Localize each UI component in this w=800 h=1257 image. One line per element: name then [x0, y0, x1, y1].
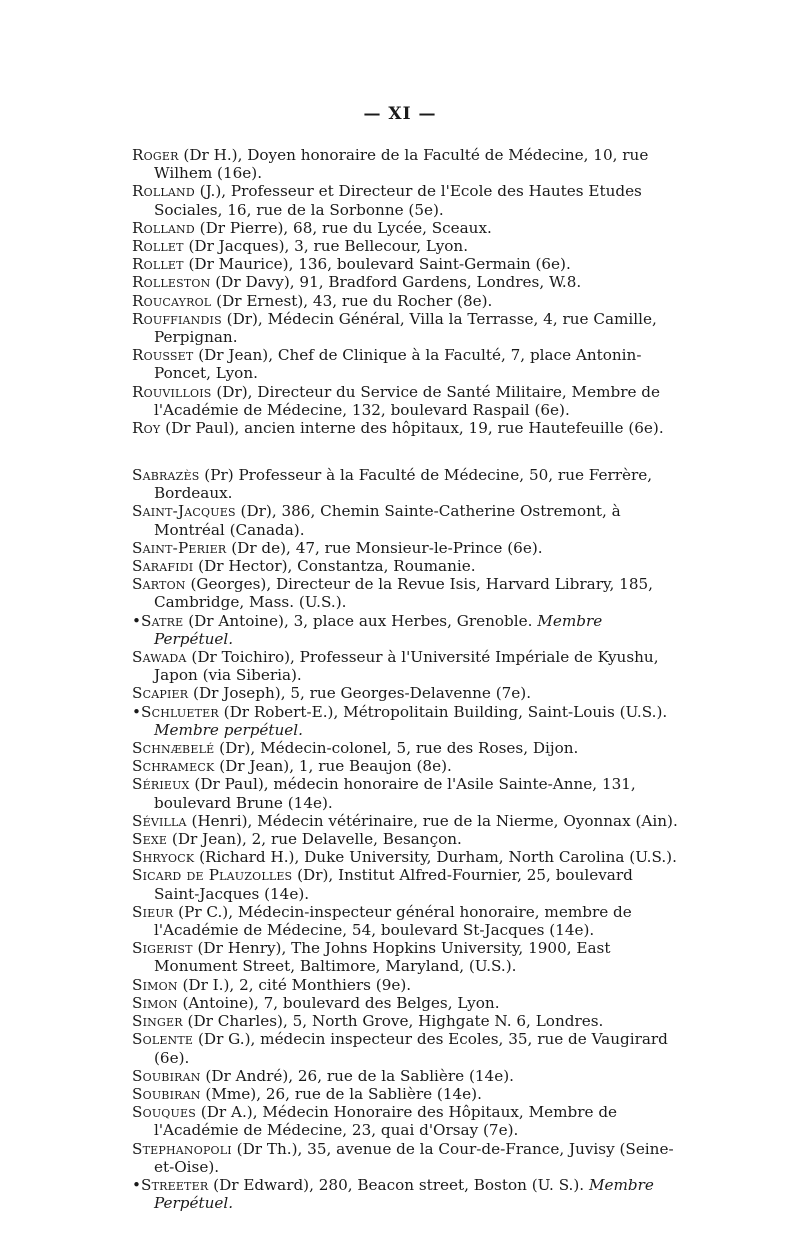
entry-details: (Antoine), 7, boulevard des Belges, Lyon.	[177, 993, 500, 1012]
entry-details: (Dr Th.), 35, avenue de la Cour-de-France, Juvisy (Seine-et-Oise).	[154, 1139, 674, 1176]
entry-name: Simon	[132, 993, 178, 1012]
directory-entry	[132, 612, 680, 648]
entry-name: Saint-Jacques	[132, 502, 236, 521]
directory-entry	[132, 1085, 680, 1103]
entry-name: Rouffiandis	[132, 309, 222, 328]
directory-entry	[132, 848, 680, 866]
entry-details: (Dr I.), 2, cité Monthiers (9e).	[177, 975, 412, 994]
directory-entry	[132, 557, 680, 575]
directory-entry	[132, 1176, 680, 1212]
entry-name: Rolland	[132, 218, 195, 237]
perpetual-member-mark: •	[132, 611, 141, 630]
entry-name: Rouvillois	[132, 382, 212, 401]
directory-entry	[132, 703, 680, 739]
entry-name: Shryock	[132, 848, 195, 867]
entry-name: Soubiran	[132, 1066, 201, 1085]
directory-entry	[132, 757, 680, 775]
directory-section-r	[132, 146, 680, 437]
directory-entry	[132, 466, 680, 502]
directory-entry	[132, 502, 680, 538]
entry-details: (Dr), Médecin Général, Villa la Terrasse, 4, rue Camille, Perpignan.	[154, 309, 657, 347]
directory-entry	[132, 1103, 680, 1139]
page-number: — XI —	[363, 104, 437, 124]
entry-details: (Dr Robert-E.), Métropolitain Building, Saint-Louis (U.S.).	[218, 702, 668, 721]
entry-details: (Pr) Professeur à la Faculté de Médecine, 50, rue Ferrère, Bordeaux.	[154, 466, 653, 503]
membership-note: Membre perpétuel.	[154, 720, 303, 739]
directory-entry	[132, 812, 680, 830]
entry-name: Sieur	[132, 902, 174, 921]
directory-entry	[132, 575, 680, 611]
entry-name: Stephanopoli	[132, 1139, 232, 1158]
entry-name: Satre	[140, 611, 184, 630]
entry-name: Sévilla	[132, 811, 187, 830]
entry-name: Rolleston	[132, 273, 211, 292]
entry-details: (Mme), 26, rue de la Sablière (14e).	[200, 1084, 482, 1103]
entry-name: Roger	[132, 146, 179, 164]
directory-entry	[132, 383, 680, 419]
directory-entry	[132, 866, 680, 902]
entry-details: (Richard H.), Duke University, Durham, North Carolina (U.S.).	[194, 848, 677, 867]
entry-name: Rousset	[132, 346, 194, 365]
entry-details: (Dr Jean), Chef de Clinique à la Faculté, 7, place Antonin-Poncet, Lyon.	[154, 346, 642, 383]
entry-name: Sexe	[132, 830, 168, 849]
directory-entry	[132, 219, 680, 237]
directory-entry	[132, 237, 680, 255]
entry-details: (Dr Jacques), 3, rue Bellecour, Lyon.	[183, 237, 469, 256]
entry-details: (Dr Edward), 280, Beacon street, Boston (U. S.).	[208, 1175, 589, 1194]
directory-entry	[132, 648, 680, 684]
directory-entry	[132, 903, 680, 939]
entry-details: (Dr H.), Doyen honoraire de la Faculté de Médecine, 10, rue Wilhem (16e).	[154, 146, 649, 183]
entry-name: Streeter	[140, 1175, 209, 1194]
directory-section-s	[132, 466, 680, 1212]
entry-details: (Dr Joseph), 5, rue Georges-Delavenne (7e).	[188, 684, 532, 703]
entry-details: (Dr), Médecin-colonel, 5, rue des Roses, Dijon.	[214, 739, 579, 758]
entry-details: (Dr A.), Médecin Honoraire des Hôpitaux, Membre de l'Académie de Médecine, 23, quai d'Orsay (7e).	[154, 1103, 618, 1140]
membership-note: Membre Perpétuel.	[154, 611, 603, 648]
directory-entry	[132, 1067, 680, 1085]
entry-name: Rolland	[132, 182, 195, 201]
entry-name: Sicard de Plauzolles	[132, 866, 293, 885]
directory-entry	[132, 346, 680, 382]
perpetual-member-mark: •	[132, 1175, 141, 1194]
entry-name: Sarafidi	[132, 557, 194, 576]
directory-entry	[132, 146, 680, 182]
directory-entry	[132, 976, 680, 994]
entry-name: Singer	[132, 1012, 183, 1031]
entry-details: (Dr Paul), ancien interne des hôpitaux, 19, rue Hautefeuille (6e).	[160, 419, 664, 438]
entry-name: Souques	[132, 1103, 196, 1122]
entry-name: Sérieux	[132, 775, 190, 794]
entry-name: Schnæbelé	[132, 739, 215, 758]
entry-name: Saint-Perier	[132, 538, 227, 557]
entry-details: (Henri), Médecin vétérinaire, rue de la Nierme, Oyonnax (Ain).	[186, 811, 678, 830]
directory-entry	[132, 539, 680, 557]
entry-details: (Dr de), 47, rue Monsieur-le-Prince (6e).	[226, 538, 543, 557]
entry-details: (Dr Jean), 1, rue Beaujon (8e).	[214, 757, 452, 776]
entry-details: (Dr André), 26, rue de la Sablière (14e).	[200, 1066, 514, 1085]
directory-entry	[132, 255, 680, 273]
directory-entry	[132, 1140, 680, 1176]
entry-name: Sawada	[132, 648, 187, 667]
entry-name: Sarton	[132, 575, 186, 594]
directory-entry	[132, 684, 680, 702]
entry-name: Scapier	[132, 684, 189, 703]
directory-entry	[132, 292, 680, 310]
directory-entry	[132, 1012, 680, 1030]
entry-details: (Dr Paul), médecin honoraire de l'Asile Sainte-Anne, 131, boulevard Brune (14e).	[154, 775, 636, 812]
entry-details: (Dr Ernest), 43, rue du Rocher (8e).	[211, 291, 493, 310]
entry-details: (Dr Antoine), 3, place aux Herbes, Grenoble.	[183, 611, 538, 630]
directory-entry	[132, 939, 680, 975]
entry-details: (Dr), Directeur du Service de Santé Militaire, Membre de l'Académie de Médecine, 132, boulevard Raspail (6e).	[154, 382, 660, 419]
entry-name: Sigerist	[132, 939, 193, 958]
entry-details: (Dr Jean), 2, rue Delavelle, Besançon.	[167, 830, 462, 849]
entry-details: (Pr C.), Médecin-inspecteur général honoraire, membre de l'Académie de Médecine, 54, boulevard St-Jacques (14e).	[154, 902, 632, 940]
entry-name: Roy	[132, 419, 161, 438]
entry-details: (Dr Pierre), 68, rue du Lycée, Sceaux.	[194, 218, 492, 237]
entry-details: (Dr Maurice), 136, boulevard Saint-Germain (6e).	[183, 255, 571, 274]
entry-details: (Dr Hector), Constantza, Roumanie.	[193, 557, 476, 576]
entry-name: Sabrazès	[132, 466, 200, 484]
directory-entry	[132, 310, 680, 346]
entry-details: (J.), Professeur et Directeur de l'Ecole des Hautes Etudes Sociales, 16, rue de la Sorbonne (5e).	[154, 182, 642, 219]
directory-entry	[132, 182, 680, 218]
entry-details: (Dr), 386, Chemin Sainte-Catherine Ostremont, à Montréal (Canada).	[154, 502, 621, 539]
perpetual-member-mark: •	[132, 702, 141, 721]
entry-name: Soubiran	[132, 1084, 201, 1103]
entry-details: (Dr Charles), 5, North Grove, Highgate N. 6, Londres.	[182, 1012, 604, 1031]
directory-entry	[132, 830, 680, 848]
directory-entry	[132, 273, 680, 291]
membership-note: Membre Perpétuel.	[154, 1175, 654, 1213]
entry-name: Schrameck	[132, 757, 215, 776]
directory-entry	[132, 1030, 680, 1066]
entry-name: Rollet	[132, 255, 184, 274]
directory-entry	[132, 994, 680, 1012]
entry-name: Roucayrol	[132, 291, 212, 310]
entry-details: (Dr Toichiro), Professeur à l'Université Impériale de Kyushu, Japon (via Siberia).	[154, 648, 659, 685]
entry-details: (Georges), Directeur de la Revue Isis, Harvard Library, 185, Cambridge, Mass. (U.S.).	[154, 575, 653, 612]
entry-name: Rollet	[132, 237, 184, 256]
entry-name: Simon	[132, 975, 178, 994]
entry-details: (Dr Henry), The Johns Hopkins University, 1900, East Monument Street, Baltimore, Maryland, (U.S.).	[154, 939, 611, 976]
entry-details: (Dr), Institut Alfred-Fournier, 25, boulevard Saint-Jacques (14e).	[154, 866, 633, 903]
directory-entry	[132, 419, 680, 437]
entry-details: (Dr G.), médecin inspecteur des Ecoles, 35, rue de Vaugirard (6e).	[154, 1030, 668, 1067]
entry-name: Solente	[132, 1030, 194, 1049]
entry-name: Schlueter	[140, 702, 219, 721]
directory-entry	[132, 775, 680, 811]
entry-details: (Dr Davy), 91, Bradford Gardens, Londres, W.8.	[210, 273, 582, 292]
directory-entry	[132, 739, 680, 757]
